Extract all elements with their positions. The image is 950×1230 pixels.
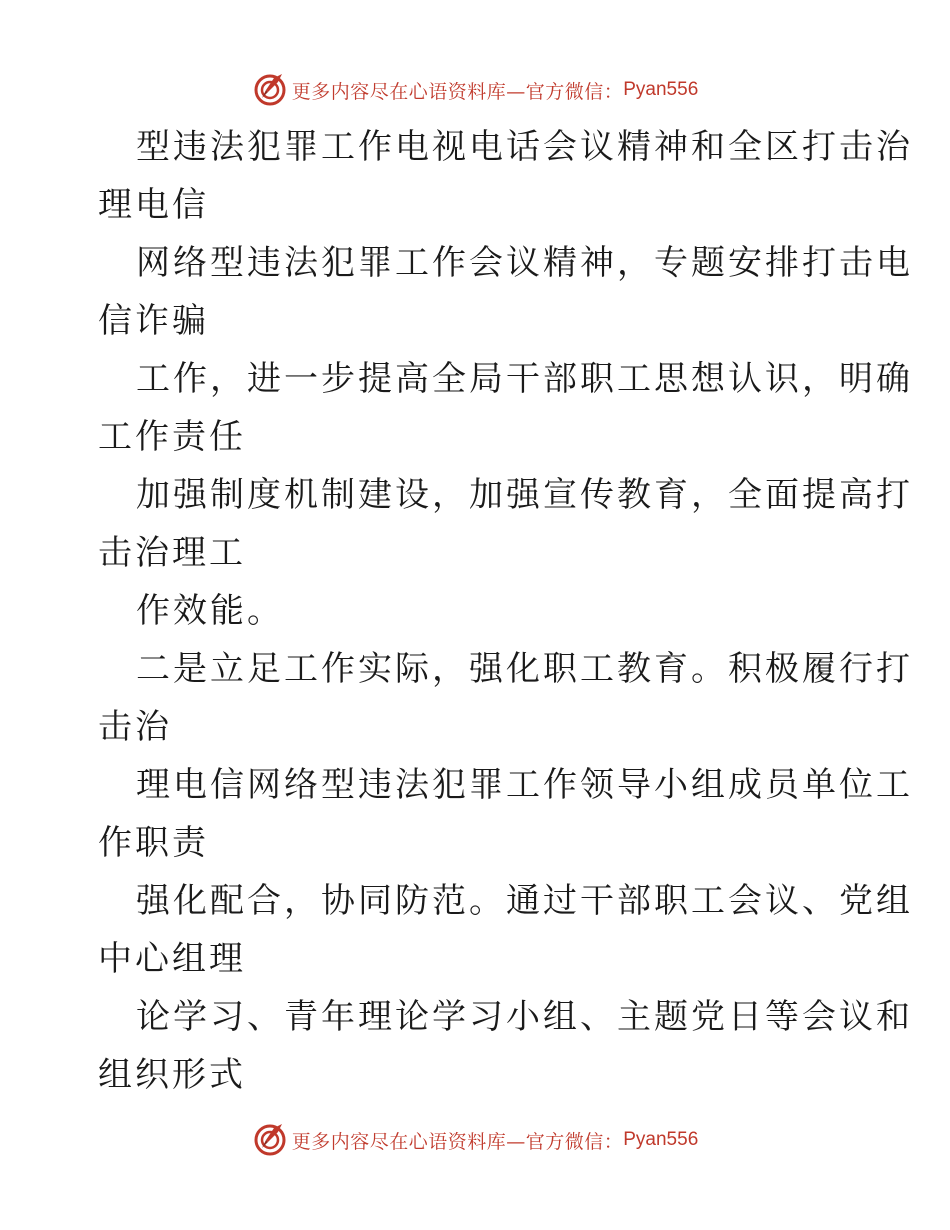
footer-banner — [0, 1120, 950, 1160]
body-line: 工作，进一步提高全局干部职工思想认识，明确 — [136, 359, 913, 399]
body-line: 加强制度机制建设，加强宣传教育，全面提高打 — [136, 475, 913, 515]
body-line: 二是立足工作实际，强化职工教育。积极履行打 — [136, 649, 913, 689]
quill-circle-logo-icon — [252, 1122, 288, 1158]
body-line: 作效能。 — [136, 591, 284, 631]
body-line: 网络型违法犯罪工作会议精神，专题安排打击电 — [136, 243, 913, 283]
body-line: 强化配合，协同防范。通过干部职工会议、党组 — [136, 881, 913, 921]
body-line: 工作责任 — [98, 417, 246, 457]
body-line: 击治理工 — [98, 533, 246, 573]
header-banner-text: 更多内容尽在心语资料库—官方微信： — [291, 80, 624, 103]
body-line: 理电信网络型违法犯罪工作领导小组成员单位工 — [136, 765, 913, 805]
body-line: 型违法犯罪工作电视电话会议精神和全区打击治 — [136, 127, 913, 167]
body-line: 信诈骗 — [98, 301, 209, 341]
header-wechat-id: Pyan556 — [623, 79, 699, 100]
body-line: 论学习、青年理论学习小组、主题党日等会议和 — [136, 997, 913, 1037]
footer-banner-text: 更多内容尽在心语资料库—官方微信： — [291, 1130, 624, 1153]
body-line: 理电信 — [98, 185, 209, 225]
footer-wechat-id: Pyan556 — [623, 1129, 699, 1150]
header-banner — [0, 70, 950, 110]
body-line: 作职责 — [98, 823, 209, 863]
body-line: 组织形式 — [98, 1055, 246, 1095]
body-line: 中心组理 — [98, 939, 246, 979]
quill-circle-logo-icon — [252, 72, 288, 108]
body-line: 击治 — [98, 707, 172, 747]
document-body — [98, 118, 913, 1104]
